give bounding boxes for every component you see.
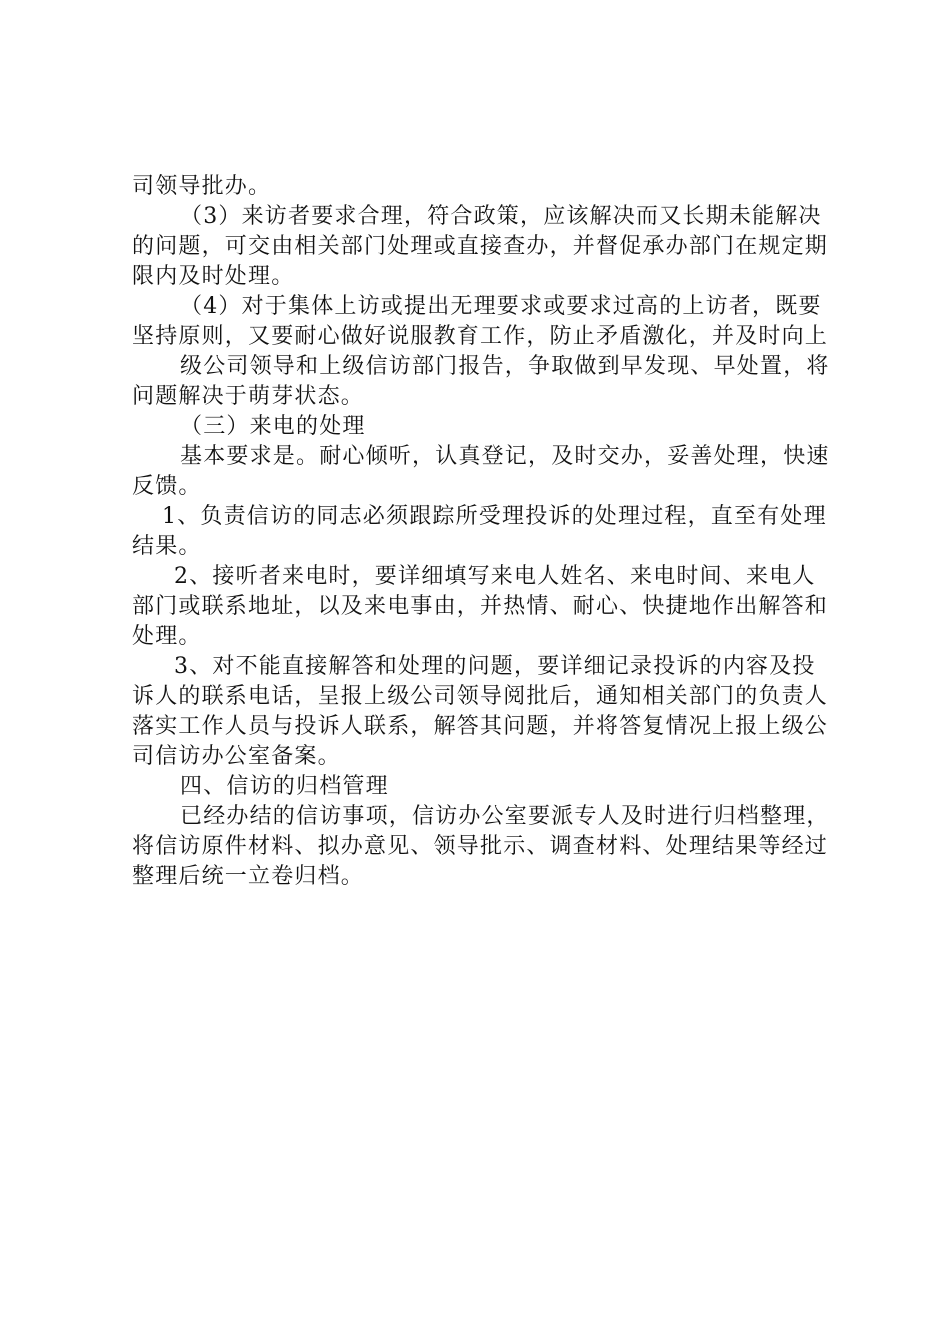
paragraph-item-4-cont: 级公司领导和上级信访部门报告，争取做到早发现、早处置，将问题解决于萌芽状态。	[132, 354, 830, 409]
paragraph-point-1: 1、负责信访的同志必须跟踪所受理投诉的处理过程，直至有处理结果。	[132, 504, 827, 559]
paragraph-basic-requirements: 基本要求是。耐心倾听，认真登记，及时交办，妥善处理，快速反馈。	[132, 444, 830, 499]
paragraph-archive: 已经办结的信访事项，信访办公室要派专人及时进行归档整理，将信访原件材料、拟办意见、领导批示、调查材料、处理结果等经过整理后统一立卷归档。	[132, 804, 830, 889]
section-heading-phone: （三）来电的处理	[180, 414, 366, 439]
section-heading-archive: 四、信访的归档管理	[180, 774, 389, 799]
paragraph-point-2: 2、接听者来电时，要详细填写来电人姓名、来电时间、来电人部门或联系地址，以及来电事由，并热情、耐心、快捷地作出解答和处理。	[132, 564, 829, 649]
paragraph-item-3: （3）来访者要求合理，符合政策，应该解决而又长期未能解决的问题，可交由相关部门处理或直接查办，并督促承办部门在规定期限内及时处理。	[132, 204, 829, 289]
paragraph-continuation: 司领导批办。	[132, 174, 272, 199]
paragraph-point-3: 3、对不能直接解答和处理的问题，要详细记录投诉的内容及投诉人的联系电话，呈报上级公司领导阅批后，通知相关部门的负责人落实工作人员与投诉人联系，解答其问题，并将答复情况上报上级公司信访办公室备案。	[132, 654, 829, 769]
paragraph-item-4: （4）对于集体上访或提出无理要求或要求过高的上访者，既要坚持原则，又要耐心做好说服教育工作，防止矛盾激化，并及时向上	[132, 294, 829, 349]
document-body	[132, 172, 832, 892]
